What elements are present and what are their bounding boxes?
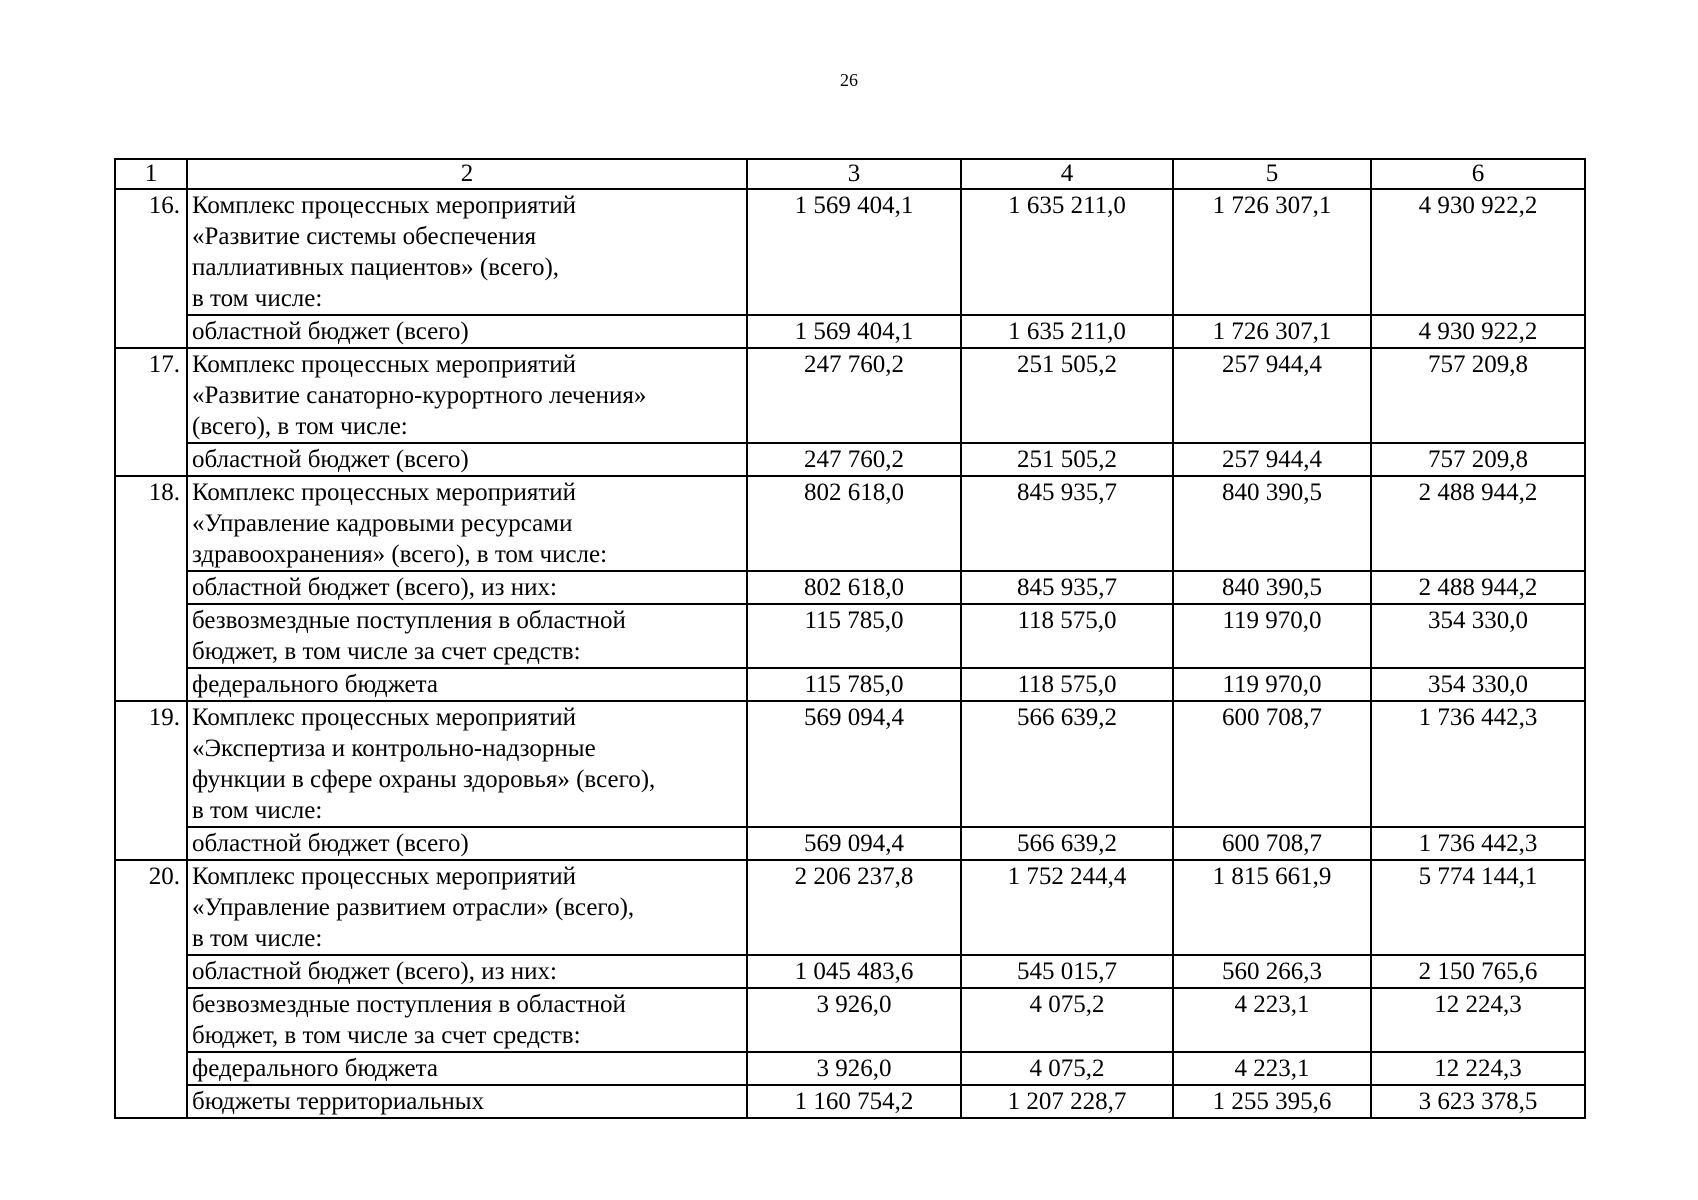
row-name (187, 1052, 747, 1085)
row-name-line: областной бюджет (всего), из них: (192, 958, 557, 985)
value-col-4: 845 935,7 (961, 571, 1173, 604)
row-name-line: бюджеты территориальных (192, 1088, 485, 1115)
row-name-line: «Экспертиза и контрольно-надзорные (192, 735, 596, 762)
row-name-line: паллиативных пациентов» (всего), (192, 254, 560, 281)
row-name-line: «Управление кадровыми ресурсами (192, 510, 573, 537)
table-row (115, 988, 1585, 1052)
value-col-4: 845 935,7 (961, 476, 1173, 571)
budget-table (114, 158, 1586, 1119)
value-col-5: 840 390,5 (1173, 476, 1371, 571)
table-row (115, 1052, 1585, 1085)
value-col-4: 118 575,0 (961, 604, 1173, 668)
table-row (115, 443, 1585, 476)
value-col-6: 1 736 442,3 (1371, 827, 1585, 860)
value-col-5: 1 726 307,1 (1173, 189, 1371, 315)
row-name (187, 476, 747, 571)
value-col-6: 4 930 922,2 (1371, 189, 1585, 315)
page-number: 26 (840, 70, 858, 90)
value-col-6: 757 209,8 (1371, 348, 1585, 443)
value-col-4: 118 575,0 (961, 668, 1173, 701)
table-row (115, 1085, 1585, 1118)
column-number-4: 4 (961, 159, 1173, 189)
value-col-6: 354 330,0 (1371, 668, 1585, 701)
column-number-1: 1 (115, 159, 187, 189)
column-number-5: 5 (1173, 159, 1371, 189)
value-col-3: 115 785,0 (747, 604, 961, 668)
value-col-3: 569 094,4 (747, 827, 961, 860)
item-number: 19. (115, 701, 187, 860)
value-col-6: 1 736 442,3 (1371, 701, 1585, 827)
table-row (115, 860, 1585, 955)
value-col-5: 600 708,7 (1173, 827, 1371, 860)
row-name-line: (всего), в том числе: (192, 413, 408, 440)
table-row (115, 189, 1585, 315)
row-name-line: функции в сфере охраны здоровья» (всего), (192, 766, 656, 793)
row-name (187, 348, 747, 443)
value-col-4: 545 015,7 (961, 955, 1173, 988)
value-col-5: 257 944,4 (1173, 443, 1371, 476)
table-row (115, 571, 1585, 604)
table-row (115, 604, 1585, 668)
table-row (115, 701, 1585, 827)
row-name-line: «Развитие санаторно-курортного лечения» (192, 382, 647, 409)
value-col-3: 247 760,2 (747, 443, 961, 476)
row-name (187, 315, 747, 348)
row-name-line: Комплекс процессных мероприятий (192, 863, 577, 890)
value-col-3: 1 569 404,1 (747, 189, 961, 315)
value-col-3: 2 206 237,8 (747, 860, 961, 955)
value-col-6: 2 150 765,6 (1371, 955, 1585, 988)
table-row (115, 315, 1585, 348)
table-row (115, 827, 1585, 860)
row-name-line: федерального бюджета (192, 1055, 438, 1082)
value-col-4: 251 505,2 (961, 443, 1173, 476)
column-number-3: 3 (747, 159, 961, 189)
value-col-5: 257 944,4 (1173, 348, 1371, 443)
value-col-6: 4 930 922,2 (1371, 315, 1585, 348)
row-name-line: Комплекс процессных мероприятий (192, 704, 577, 731)
row-name (187, 189, 747, 315)
value-col-4: 1 207 228,7 (961, 1085, 1173, 1118)
row-name-line: областной бюджет (всего) (192, 446, 469, 473)
row-name-line: безвозмездные поступления в областной (192, 607, 626, 634)
row-name (187, 571, 747, 604)
value-col-3: 802 618,0 (747, 571, 961, 604)
row-name-line: в том числе: (192, 285, 323, 312)
value-col-4: 4 075,2 (961, 988, 1173, 1052)
value-col-5: 560 266,3 (1173, 955, 1371, 988)
row-name (187, 860, 747, 955)
value-col-4: 566 639,2 (961, 701, 1173, 827)
value-col-6: 12 224,3 (1371, 1052, 1585, 1085)
value-col-5: 1 815 661,9 (1173, 860, 1371, 955)
value-col-6: 12 224,3 (1371, 988, 1585, 1052)
value-col-5: 119 970,0 (1173, 668, 1371, 701)
value-col-3: 1 160 754,2 (747, 1085, 961, 1118)
row-name-line: безвозмездные поступления в областной (192, 991, 626, 1018)
value-col-4: 251 505,2 (961, 348, 1173, 443)
row-name-line: областной бюджет (всего) (192, 830, 469, 857)
row-name-line: Комплекс процессных мероприятий (192, 479, 577, 506)
value-col-6: 757 209,8 (1371, 443, 1585, 476)
row-name (187, 604, 747, 668)
value-col-4: 1 752 244,4 (961, 860, 1173, 955)
row-name-line: в том числе: (192, 925, 323, 952)
row-name (187, 988, 747, 1052)
row-name (187, 827, 747, 860)
value-col-3: 1 045 483,6 (747, 955, 961, 988)
value-col-3: 3 926,0 (747, 1052, 961, 1085)
table-body (115, 159, 1585, 1118)
table-row (115, 955, 1585, 988)
value-col-3: 802 618,0 (747, 476, 961, 571)
value-col-5: 119 970,0 (1173, 604, 1371, 668)
table-row (115, 348, 1585, 443)
column-number-row (115, 159, 1585, 189)
item-number: 17. (115, 348, 187, 476)
value-col-3: 247 760,2 (747, 348, 961, 443)
row-name-line: бюджет, в том числе за счет средств: (192, 1022, 581, 1049)
value-col-3: 115 785,0 (747, 668, 961, 701)
value-col-3: 1 569 404,1 (747, 315, 961, 348)
value-col-5: 4 223,1 (1173, 988, 1371, 1052)
item-number: 16. (115, 189, 187, 348)
value-col-5: 600 708,7 (1173, 701, 1371, 827)
row-name-line: Комплекс процессных мероприятий (192, 351, 577, 378)
row-name-line: Комплекс процессных мероприятий (192, 192, 577, 219)
row-name-line: бюджет, в том числе за счет средств: (192, 638, 581, 665)
table-row (115, 476, 1585, 571)
value-col-6: 2 488 944,2 (1371, 571, 1585, 604)
value-col-6: 5 774 144,1 (1371, 860, 1585, 955)
row-name (187, 955, 747, 988)
row-name-line: «Развитие системы обеспечения (192, 223, 537, 250)
row-name (187, 443, 747, 476)
value-col-5: 4 223,1 (1173, 1052, 1371, 1085)
value-col-4: 566 639,2 (961, 827, 1173, 860)
row-name (187, 668, 747, 701)
value-col-6: 354 330,0 (1371, 604, 1585, 668)
value-col-5: 840 390,5 (1173, 571, 1371, 604)
value-col-6: 3 623 378,5 (1371, 1085, 1585, 1118)
row-name-line: в том числе: (192, 797, 323, 824)
row-name (187, 701, 747, 827)
row-name-line: здравоохранения» (всего), в том числе: (192, 541, 608, 568)
row-name-line: областной бюджет (всего), из них: (192, 574, 557, 601)
row-name-line: федерального бюджета (192, 671, 438, 698)
row-name-line: областной бюджет (всего) (192, 318, 469, 345)
item-number: 18. (115, 476, 187, 701)
value-col-4: 1 635 211,0 (961, 315, 1173, 348)
value-col-3: 569 094,4 (747, 701, 961, 827)
value-col-5: 1 255 395,6 (1173, 1085, 1371, 1118)
column-number-6: 6 (1371, 159, 1585, 189)
value-col-5: 1 726 307,1 (1173, 315, 1371, 348)
table-row (115, 668, 1585, 701)
value-col-6: 2 488 944,2 (1371, 476, 1585, 571)
value-col-3: 3 926,0 (747, 988, 961, 1052)
value-col-4: 1 635 211,0 (961, 189, 1173, 315)
row-name-line: «Управление развитием отрасли» (всего), (192, 894, 635, 921)
row-name (187, 1085, 747, 1118)
item-number: 20. (115, 860, 187, 1118)
value-col-4: 4 075,2 (961, 1052, 1173, 1085)
column-number-2: 2 (187, 159, 747, 189)
